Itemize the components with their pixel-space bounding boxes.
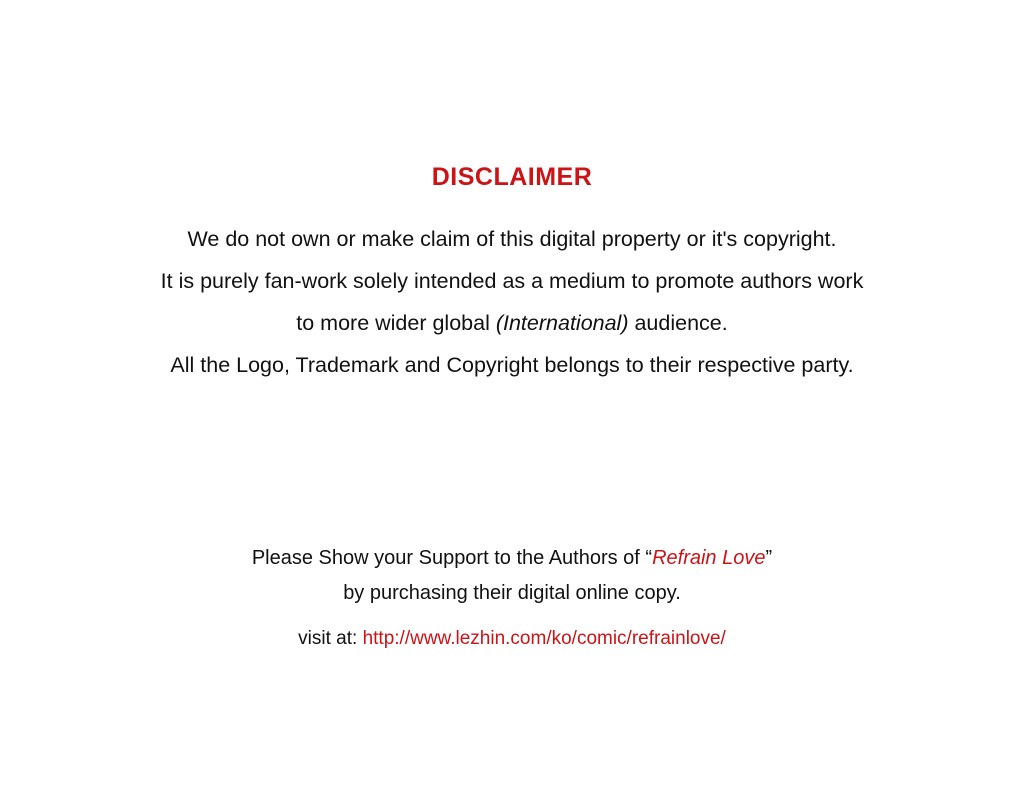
support-line-1 xyxy=(0,541,1024,576)
disclaimer-line-3 xyxy=(0,302,1024,344)
support-text-after: ” xyxy=(765,547,773,569)
disclaimer-line-2: It is purely fan-work solely intended as a medium to promote authors work xyxy=(160,269,864,293)
disclaimer-body xyxy=(0,218,1024,386)
disclaimer-line-3-italic: (International) xyxy=(495,311,629,335)
work-title: Refrain Love xyxy=(652,547,766,569)
visit-label: visit at: xyxy=(298,628,363,649)
page-title: DISCLAIMER xyxy=(431,163,593,191)
disclaimer-line-1: We do not own or make claim of this digital property or it's copyright. xyxy=(187,227,837,251)
support-line-2: by purchasing their digital online copy. xyxy=(343,582,681,604)
support-message xyxy=(0,541,1024,611)
disclaimer-line-3-before: to more wider global xyxy=(296,311,496,335)
support-text-before: Please Show your Support to the Authors of “ xyxy=(251,547,653,569)
disclaimer-line-3-after: audience. xyxy=(628,311,728,335)
disclaimer-line-4: All the Logo, Trademark and Copyright belongs to their respective party. xyxy=(170,353,854,377)
visit-link[interactable]: http://www.lezhin.com/ko/comic/refrainlove/ xyxy=(362,628,726,649)
visit-block xyxy=(0,628,1024,650)
